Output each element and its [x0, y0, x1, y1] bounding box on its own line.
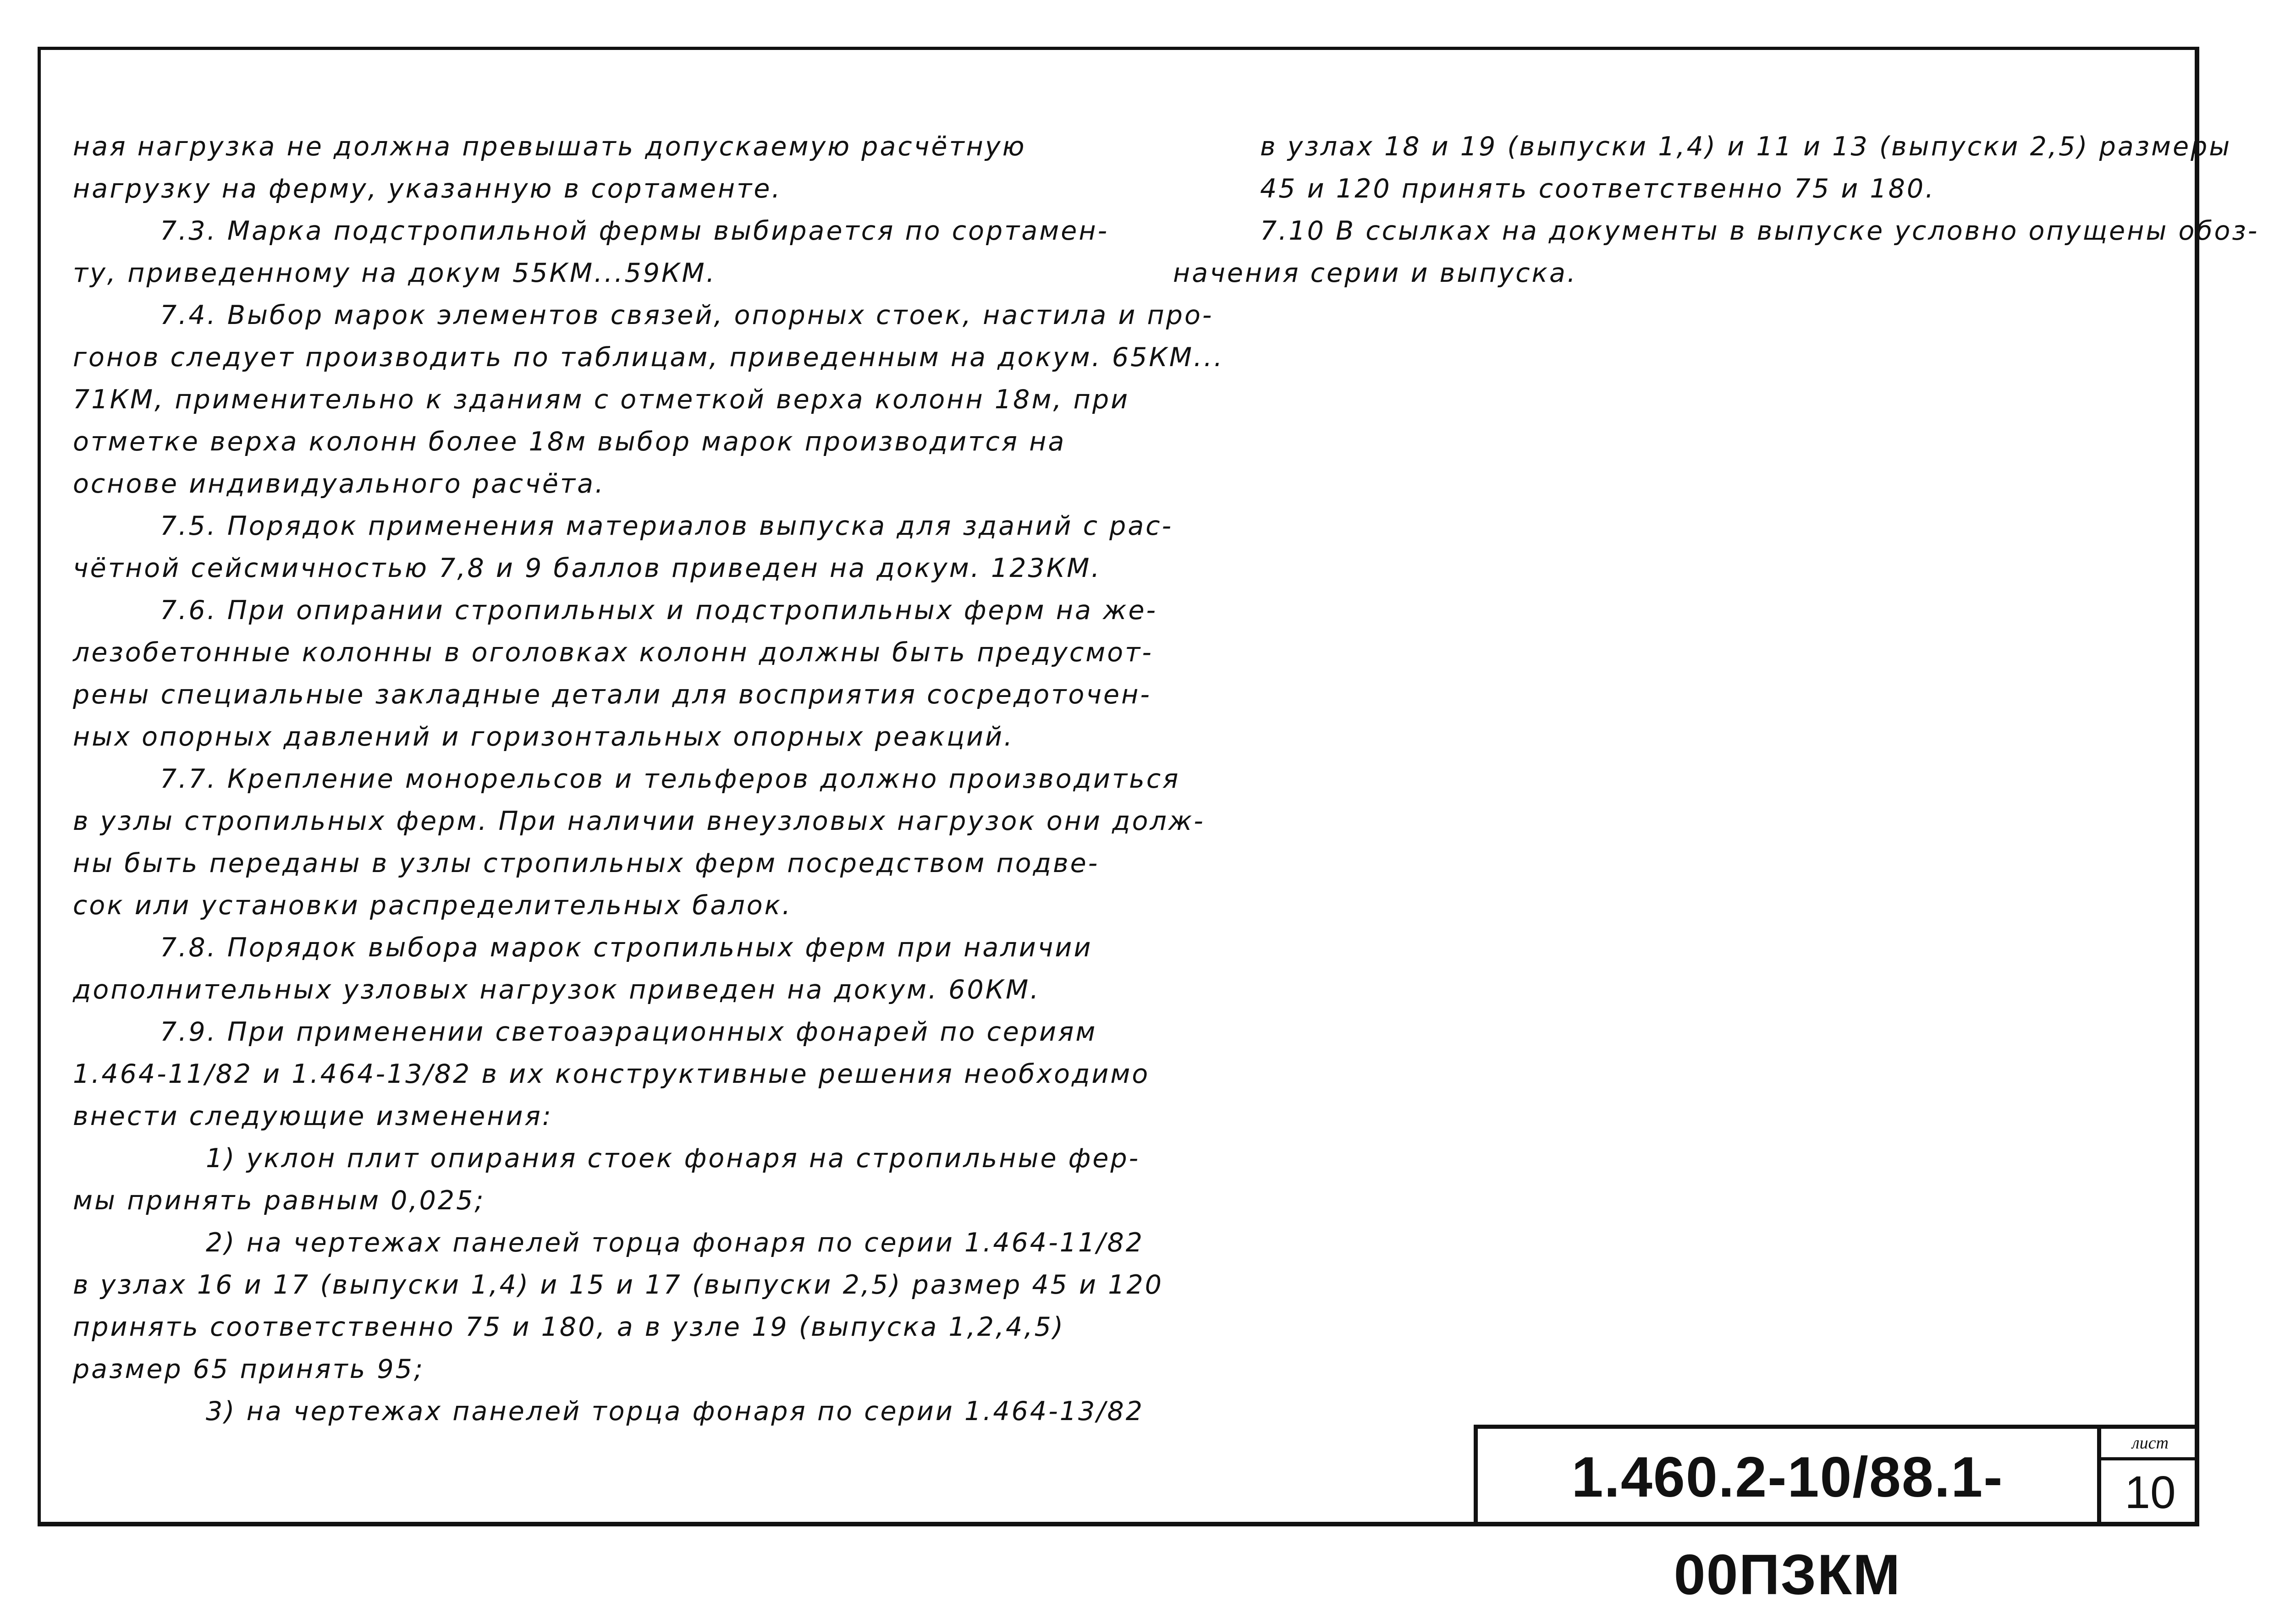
text-line: 3) на чертежах панелей торца фонаря по серии 1.464-13/82 — [206, 1396, 1145, 1426]
text-line: 7.10 В ссылках на документы в выпуске условно опущены обоз- — [1260, 216, 2259, 246]
text-line: начения серии и выпуска. — [1173, 258, 1578, 288]
text-line: размер 65 принять 95; — [73, 1354, 425, 1384]
text-line: нагрузку на ферму, указанную в сортаменте. — [73, 174, 782, 204]
text-line: 1.464-11/82 и 1.464-13/82 в их конструктивные решения необходимо — [73, 1059, 1150, 1089]
text-line: мы принять равным 0,025; — [73, 1185, 485, 1216]
text-line: 7.7. Крепление монорельсов и тельферов должно производиться — [160, 764, 1180, 794]
sheet-number: 10 — [2125, 1467, 2176, 1518]
text-line: 7.6. При опирании стропильных и подстропильных ферм на же- — [160, 595, 1158, 625]
document-code: 1.460.2-10/88.1-00ПЗКМ — [1478, 1429, 2101, 1526]
text-line: основе индивидуального расчёта. — [73, 469, 606, 499]
text-line: 7.4. Выбор марок элементов связей, опорных стоек, настила и про- — [160, 300, 1214, 330]
text-line: ны быть переданы в узлы стропильных ферм посредством подве- — [73, 848, 1100, 878]
text-line: лезобетонные колонны в оголовках колонн должны быть предусмот- — [73, 637, 1153, 668]
right-text-column — [1173, 126, 2259, 294]
text-line: сок или установки распределительных балок. — [73, 890, 793, 921]
text-line: 7.9. При применении светоаэрационных фонарей по сериям — [160, 1017, 1097, 1047]
drawing-frame — [38, 47, 2259, 1607]
left-text-column — [73, 126, 1224, 1432]
title-block — [1474, 1425, 2199, 1607]
text-line: в узлах 16 и 17 (выпуски 1,4) и 15 и 17 (выпуски 2,5) размер 45 и 120 — [73, 1270, 1163, 1300]
text-line: чётной сейсмичностью 7,8 и 9 баллов приведен на докум. 123КМ. — [73, 553, 1101, 583]
text-line: гонов следует производить по таблицам, приведенным на докум. 65КМ... — [73, 342, 1224, 373]
text-line: принять соответственно 75 и 180, а в узле 19 (выпуска 1,2,4,5) — [73, 1312, 1065, 1342]
text-line: 7.3. Марка подстропильной фермы выбирается по сортамен- — [160, 216, 1109, 246]
text-line: ных опорных давлений и горизонтальных опорных реакций. — [73, 722, 1014, 752]
sheet-cell — [2101, 1429, 2199, 1526]
text-line: 7.5. Порядок применения материалов выпуска для зданий с рас- — [160, 511, 1173, 541]
text-line: 7.8. Порядок выбора марок стропильных ферм при наличии — [160, 933, 1093, 963]
text-line: в узлах 18 и 19 (выпуски 1,4) и 11 и 13 (выпуски 2,5) размеры — [1260, 132, 2232, 162]
text-line: 1) уклон плит опирания стоек фонаря на стропильные фер- — [206, 1143, 1140, 1174]
sheet-label: лист — [2101, 1429, 2199, 1460]
text-line: 45 и 120 принять соответственно 75 и 180. — [1260, 174, 1936, 204]
text-line: 71КМ, применительно к зданиям с отметкой верха колонн 18м, при — [73, 384, 1130, 415]
text-line: ная нагрузка не должна превышать допускаемую расчётную — [73, 132, 1026, 162]
text-line: ту, приведенному на докум 55КМ...59КМ. — [73, 258, 716, 288]
text-line: в узлы стропильных ферм. При наличии внеузловых нагрузок они долж- — [73, 806, 1205, 836]
text-line: внести следующие изменения: — [73, 1101, 553, 1131]
text-line: 2) на чертежах панелей торца фонаря по серии 1.464-11/82 — [206, 1228, 1145, 1258]
text-line: дополнительных узловых нагрузок приведен на докум. 60КМ. — [73, 975, 1041, 1005]
text-line: отметке верха колонн более 18м выбор марок производится на — [73, 427, 1066, 457]
text-line: рены специальные закладные детали для восприятия сосредоточен- — [73, 680, 1151, 710]
